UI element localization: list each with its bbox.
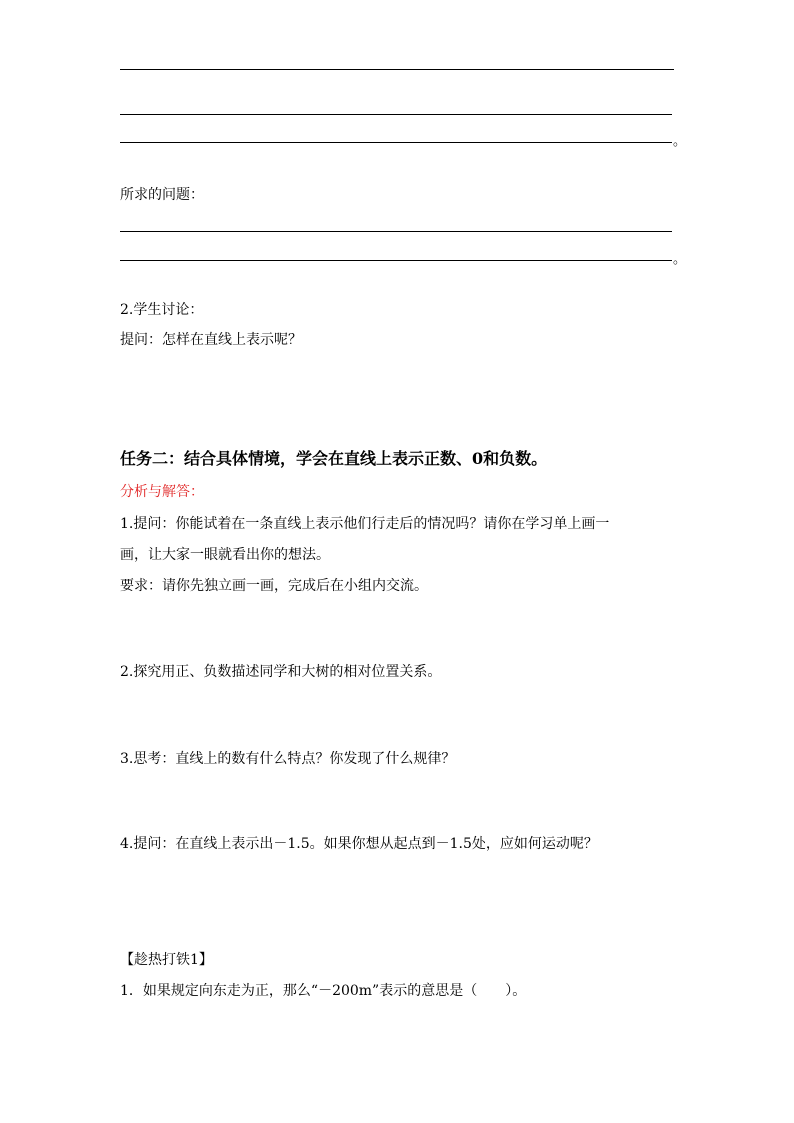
task2-item1-line1: 1.提问：你能试着在一条直线上表示他们行走后的情况吗？请你在学习单上画一 [120, 516, 610, 532]
question-label: 所求的问题： [120, 187, 204, 203]
task2-item4: 4.提问：在直线上表示出－1.5。如果你想从起点到－1.5处，应如何运动呢？ [120, 836, 598, 852]
answer-blank-line[interactable] [120, 142, 672, 143]
task2-item1-line2: 画，让大家一眼就看出你的想法。 [120, 547, 330, 563]
answer-blank-line[interactable] [120, 260, 672, 261]
answer-blank-line[interactable] [120, 231, 672, 232]
task2-item1-requirement: 要求：请你先独立画一画，完成后在小组内交流。 [120, 578, 428, 594]
exercise-question-1: 1．如果规定向东走为正，那么“－200m”表示的意思是（ ）。 [120, 983, 527, 999]
analysis-label: 分析与解答： [120, 484, 204, 500]
exercise-title: 【趁热打铁1】 [120, 952, 213, 968]
answer-blank-line[interactable] [120, 114, 672, 115]
discussion-title: 2.学生讨论： [120, 302, 204, 318]
period-mark: 。 [673, 134, 687, 149]
period-mark: 。 [673, 252, 687, 267]
discussion-prompt: 提问：怎样在直线上表示呢？ [120, 332, 302, 348]
answer-blank-line[interactable] [120, 69, 674, 70]
task2-item3: 3.思考：直线上的数有什么特点？你发现了什么规律？ [120, 751, 456, 767]
task2-heading: 任务二：结合具体情境，学会在直线上表示正数、0和负数。 [120, 449, 548, 468]
task2-item2: 2.探究用正、负数描述同学和大树的相对位置关系。 [120, 664, 442, 680]
